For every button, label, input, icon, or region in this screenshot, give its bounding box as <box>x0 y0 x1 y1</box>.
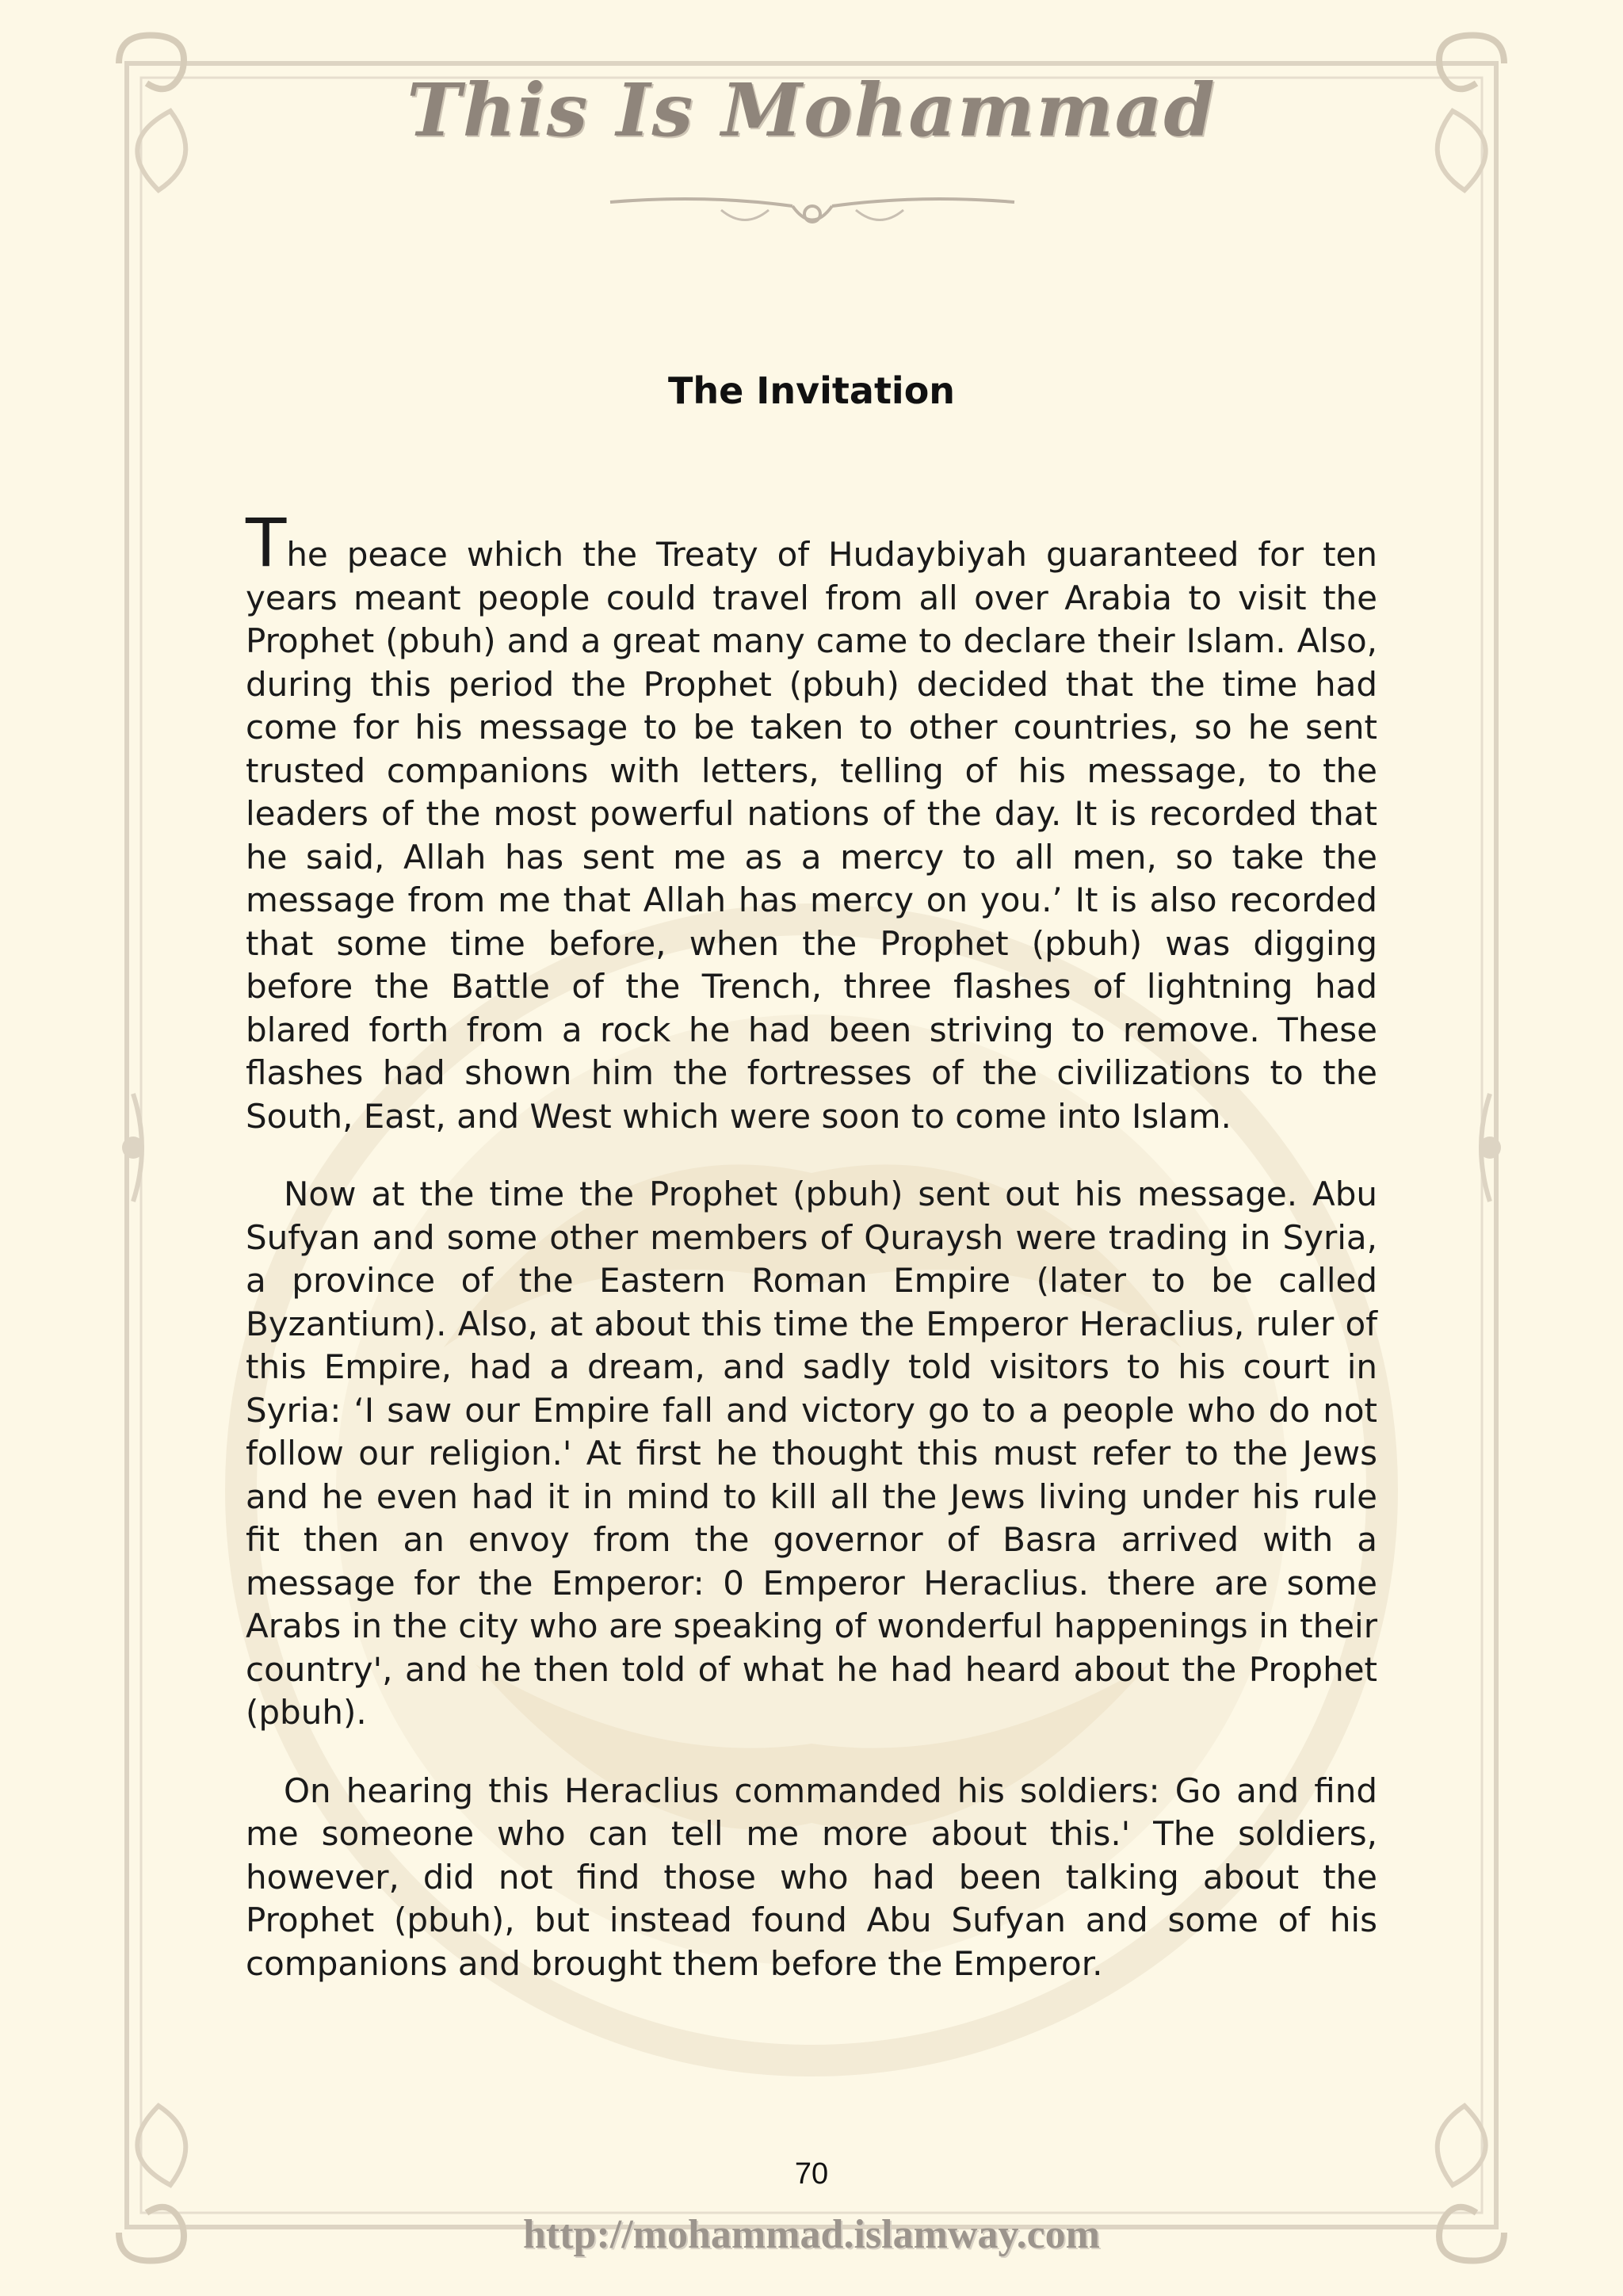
body-text <box>246 504 1377 2020</box>
footer-url: http://mohammad.islamway.com <box>523 2212 1100 2257</box>
paragraph-text: On hearing this Heraclius commanded his soldiers: Go and find me someone who can tell me more about this.' The soldiers, however, did not find those who had been talking about the Prophet (pbuh), but instead found Abu Sufyan and some of his companions and brought them before the Emperor. <box>246 1771 1377 1983</box>
header-ornament <box>602 178 1022 250</box>
page-number: 70 <box>794 2157 829 2191</box>
paragraph-text: Now at the time the Prophet (pbuh) sent out his message. Abu Sufyan and some other members of Quraysh were trading in Syria, a province of the Eastern Roman Empire (later to be called Byzantium). Also, at about this time the Emperor Heraclius, ruler of this Empire, had a dream, and sadly told visitors to his court in Syria: ‘I saw our Empire fall and victory go to a people who do not follow our religion.' At first he thought this must refer to the Jews and he even had it in mind to kill all the Jews living under his rule fit then an envoy from the governor of Basra arrived with a message for the Emperor: 0 Emperor Heraclius. there are some Arabs in the city who are speaking of wonderful happenings in their country', and he then told of what he had heard about the Prophet (pbuh). <box>246 1175 1377 1732</box>
chapter-title: The Invitation <box>667 369 956 412</box>
header-title: This Is Mohammad <box>407 67 1216 153</box>
dropcap-letter: T <box>246 504 287 582</box>
paragraph-text: he peace which the Treaty of Hudaybiyah guaranteed for ten years meant people could travel from all over Arabia to visit the Prophet (pbuh) and a great many came to declare their Islam. Also, during this period the Prophet (pbuh) decided that the time had come for his message to be taken to other countries, so he sent trusted companions with letters, telling of his message, to the leaders of the most powerful nations of the day. It is recorded that he said, Allah has sent me as a mercy to all men, so take the message from me that Allah has mercy on you.’ It is also recorded that some time before, when the Prophet (pbuh) was digging before the Battle of the Trench, three flashes of lightning had blared forth from a rock he had been striving to remove. These flashes had shown him the fortresses of the civilizations to the South, East, and West which were soon to come into Islam. <box>246 535 1377 1136</box>
paragraph-3 <box>246 1770 1377 1986</box>
paragraph-2 <box>246 1173 1377 1735</box>
paragraph-1 <box>246 504 1377 1138</box>
